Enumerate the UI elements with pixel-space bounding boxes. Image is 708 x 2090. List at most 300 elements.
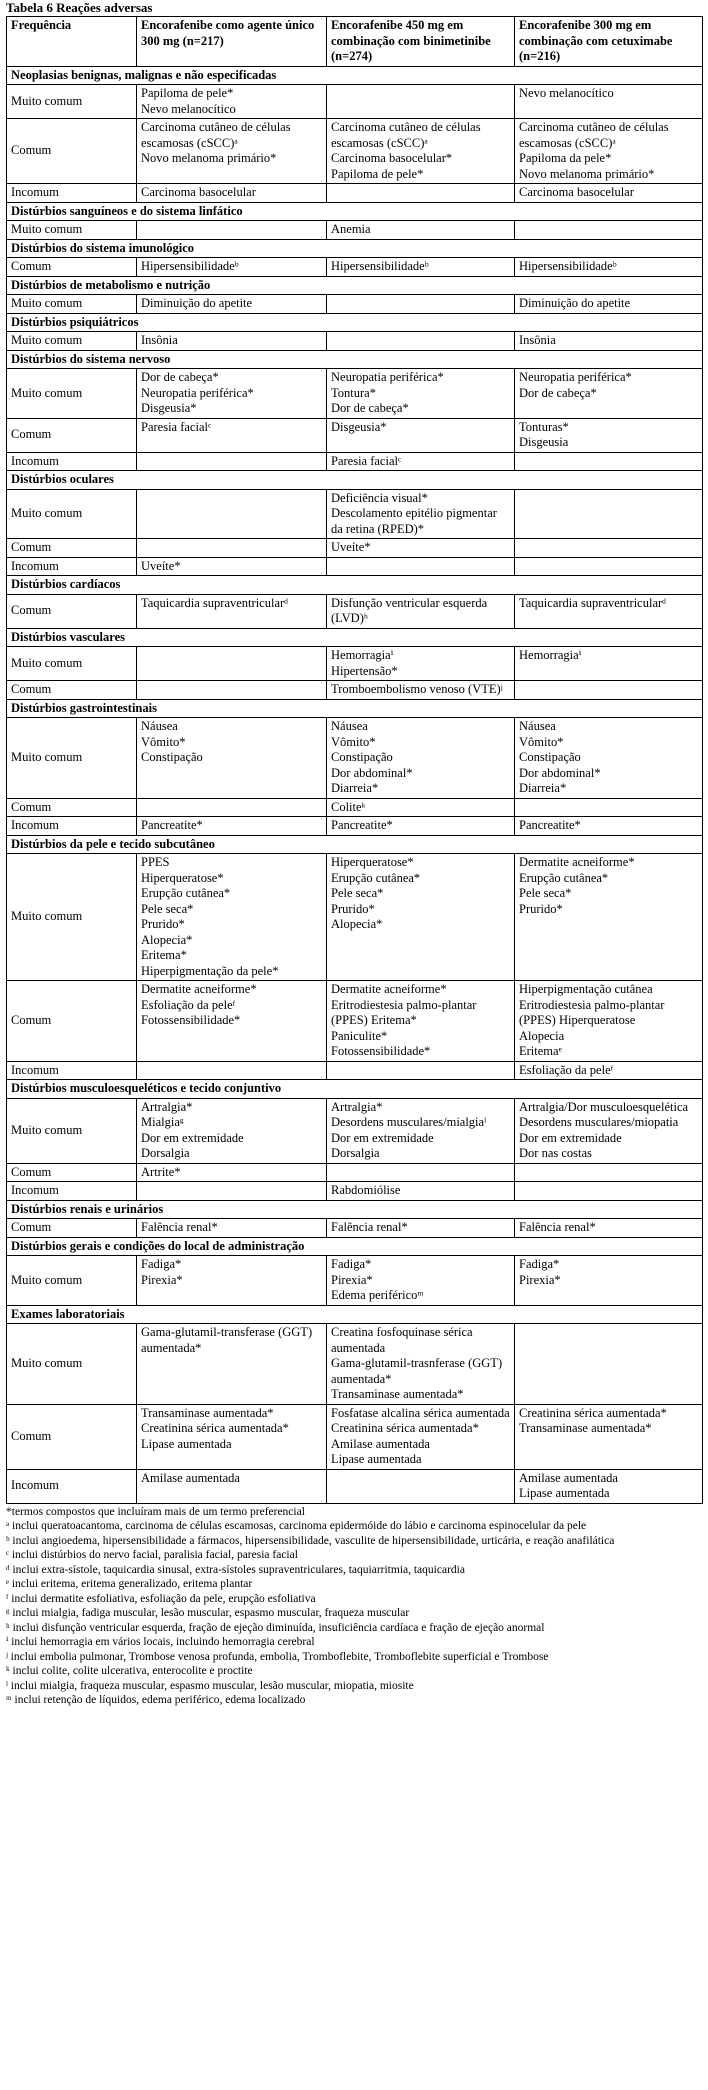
reaction-cell — [327, 332, 515, 351]
table-row — [7, 798, 703, 817]
reaction-cell — [137, 295, 327, 314]
reaction-item: Pele seca* — [331, 886, 384, 900]
reaction-item: Dor de cabeça* — [141, 370, 219, 384]
frequency-cell: Muito comum — [7, 1098, 137, 1163]
reaction-cell — [327, 1219, 515, 1238]
section-title: Distúrbios musculoesqueléticos e tecido conjuntivo — [7, 1080, 703, 1099]
frequency-cell: Comum — [7, 681, 137, 700]
reaction-item: Hiperpigmentação da pele* — [141, 963, 279, 978]
reaction-item: Paresia facialᶜ — [141, 419, 212, 434]
reaction-cell — [327, 258, 515, 277]
footnote: ᵇ inclui angioedema, hipersensibilidade a fármacos, hipersensibilidade, vasculite de hipersensibilidade, urticária, e reação anafilática — [6, 1534, 615, 1547]
reaction-item: Pirexia* — [331, 1272, 373, 1287]
reaction-cell — [515, 1219, 703, 1238]
footnote: ᵉ inclui eritema, eritema generalizado, eritema plantar — [6, 1578, 253, 1590]
reaction-cell — [515, 489, 703, 539]
reaction-cell — [515, 647, 703, 681]
reaction-cell — [137, 681, 327, 700]
section-title: Distúrbios gerais e condições do local de administração — [7, 1237, 703, 1256]
table-row — [7, 1163, 703, 1182]
reaction-cell — [515, 798, 703, 817]
reaction-item: Edema periféricoᵐ — [331, 1288, 424, 1302]
reaction-cell — [515, 1163, 703, 1182]
reaction-cell — [515, 854, 703, 981]
frequency-cell: Comum — [7, 418, 137, 452]
footnote: ᵈ inclui extra-sístole, taquicardia sinusal, extra-sístoles supraventriculares, taquiarritmia, taquicardia — [6, 1563, 465, 1576]
reaction-item: Lipase aumentada — [519, 1486, 610, 1500]
reaction-cell — [327, 557, 515, 576]
reaction-cell — [327, 418, 515, 452]
reaction-item: Disgeusia* — [141, 401, 197, 415]
reaction-cell — [515, 1256, 703, 1306]
reaction-item: Papiloma da pele* — [519, 151, 612, 165]
reaction-cell — [137, 452, 327, 471]
reaction-cell — [515, 557, 703, 576]
frequency-cell: Muito comum — [7, 854, 137, 981]
reaction-item: Carcinoma cutâneo de células escamosas (cSCC)ᵃ — [141, 120, 291, 150]
reaction-item: Papiloma de pele* — [331, 166, 424, 181]
reaction-item: Artrite* — [141, 1164, 181, 1179]
reaction-item: Dermatite acneiforme* — [141, 982, 257, 996]
reaction-item: Dor em extremidade — [519, 1130, 622, 1145]
reaction-item: Pirexia* — [519, 1272, 561, 1287]
reaction-cell — [515, 418, 703, 452]
reaction-cell — [515, 1404, 703, 1469]
reaction-item: Erupção cutânea* — [519, 870, 609, 885]
frequency-cell: Muito comum — [7, 718, 137, 799]
frequency-cell: Incomum — [7, 1469, 137, 1503]
table-row — [7, 681, 703, 700]
reaction-item: Diarreia* — [519, 781, 567, 795]
reaction-item: Novo melanoma primário* — [141, 151, 277, 165]
reaction-cell — [327, 1061, 515, 1080]
reaction-item: Insônia — [141, 333, 178, 347]
table-row — [7, 854, 703, 981]
reaction-item: Artralgia* — [331, 1099, 383, 1114]
table-row — [7, 1182, 703, 1201]
reaction-item: Esfoliação da peleᶠ — [519, 1062, 614, 1077]
reaction-item: Novo melanoma primário* — [519, 166, 655, 181]
reaction-item: Diminuição do apetite — [141, 296, 253, 310]
frequency-cell: Muito comum — [7, 221, 137, 240]
reaction-item: Amilase aumentada — [141, 1470, 240, 1485]
reaction-cell — [137, 539, 327, 558]
reaction-cell — [327, 539, 515, 558]
reaction-item: Diminuição do apetite — [519, 296, 631, 310]
table-row — [7, 452, 703, 471]
section-row — [7, 699, 703, 718]
reaction-item: Eritrodiestesia palmo-plantar — [519, 997, 665, 1012]
header-cetuximab-combo: Encorafenibe 300 mg em combinação com cetuximabe (n=216) — [515, 17, 703, 67]
footnote: ᶜ inclui distúrbios do nervo facial, paralisia facial, paresia facial — [6, 1549, 298, 1561]
footnote: ᵃ inclui queratoacantoma, carcinoma de células escamosas, carcinoma epidermóide do lábio e carcinoma espinocelular da pele — [6, 1520, 587, 1532]
reaction-cell — [327, 854, 515, 981]
reaction-item: Alopecia* — [141, 932, 193, 947]
frequency-cell: Comum — [7, 1163, 137, 1182]
section-row — [7, 350, 703, 369]
reaction-cell — [137, 1256, 327, 1306]
table-row — [7, 258, 703, 277]
reaction-cell — [137, 1324, 327, 1405]
section-title: Distúrbios cardíacos — [7, 576, 703, 595]
reaction-item: Tromboembolismo venoso (VTE)ʲ — [331, 682, 503, 696]
reaction-cell — [137, 557, 327, 576]
reaction-item: Fosfatase alcalina sérica aumentada — [331, 1405, 510, 1420]
reaction-item: Desordens musculares/mialgiaˡ — [331, 1115, 487, 1129]
reaction-cell — [137, 369, 327, 419]
table-row — [7, 1404, 703, 1469]
reaction-item: Desordens musculares/miopatia — [519, 1115, 679, 1129]
reaction-cell — [515, 221, 703, 240]
reaction-cell — [137, 332, 327, 351]
reaction-cell — [327, 594, 515, 628]
section-row — [7, 239, 703, 258]
table-row — [7, 1219, 703, 1238]
table-row — [7, 817, 703, 836]
footnote: ᵏ inclui colite, colite ulcerativa, enterocolite e proctite — [6, 1665, 253, 1677]
reaction-item: Hipersensibilidadeᵇ — [141, 259, 239, 273]
reaction-item: Náusea — [519, 719, 556, 733]
reaction-item: Gama-glutamil-trasnferase (GGT) aumentada* — [331, 1356, 503, 1386]
reaction-cell — [327, 1324, 515, 1405]
reaction-item: Carcinoma cutâneo de células escamosas (cSCC)ᵃ — [331, 120, 481, 150]
section-title: Exames laboratoriais — [7, 1305, 703, 1324]
section-title: Distúrbios renais e urinários — [7, 1200, 703, 1219]
section-title: Distúrbios do sistema nervoso — [7, 350, 703, 369]
table-row — [7, 539, 703, 558]
reaction-item: Vômito* — [141, 734, 186, 749]
reaction-cell — [515, 1469, 703, 1503]
table-row — [7, 718, 703, 799]
reaction-item: Rabdomiólise — [331, 1183, 401, 1197]
reaction-item: PPES — [141, 855, 170, 869]
reaction-item: Mialgiaᵍ — [141, 1115, 184, 1129]
reaction-item: Fotossensibilidade* — [141, 1013, 241, 1027]
frequency-cell: Incomum — [7, 557, 137, 576]
frequency-cell: Incomum — [7, 452, 137, 471]
reaction-item: Náusea — [141, 719, 178, 733]
reaction-cell — [327, 1163, 515, 1182]
reaction-item: Náusea — [331, 719, 368, 733]
reaction-cell — [515, 539, 703, 558]
reaction-cell — [515, 981, 703, 1062]
reaction-cell — [515, 332, 703, 351]
reaction-item: Hiperqueratose* — [141, 870, 224, 885]
reaction-item: Insônia — [519, 333, 556, 347]
reaction-item: (PPES) Eritema* — [331, 1013, 417, 1027]
reaction-cell — [327, 221, 515, 240]
reaction-item: Dor em extremidade — [331, 1130, 434, 1145]
section-row — [7, 835, 703, 854]
reaction-cell — [137, 817, 327, 836]
reaction-cell — [515, 817, 703, 836]
reaction-item: Descolamento epitélio pigmentar da retina (RPED)* — [331, 506, 497, 536]
reaction-item: Uveíte* — [141, 558, 181, 573]
reaction-item: Eritrodiestesia palmo-plantar — [331, 997, 477, 1012]
reaction-cell — [515, 85, 703, 119]
document — [6, 0, 702, 1708]
reaction-cell — [515, 1061, 703, 1080]
frequency-cell: Muito comum — [7, 1324, 137, 1405]
section-row — [7, 576, 703, 595]
reaction-item: Pancreatite* — [519, 818, 581, 832]
table-row — [7, 1098, 703, 1163]
section-title: Distúrbios oculares — [7, 471, 703, 490]
reaction-cell — [137, 1061, 327, 1080]
reaction-cell — [327, 718, 515, 799]
reaction-cell — [137, 119, 327, 184]
reaction-cell — [137, 981, 327, 1062]
section-row — [7, 276, 703, 295]
reaction-item: Transaminase aumentada* — [141, 1405, 274, 1420]
table-row — [7, 1324, 703, 1405]
table-row — [7, 369, 703, 419]
section-title: Distúrbios vasculares — [7, 628, 703, 647]
table-row — [7, 594, 703, 628]
reaction-cell — [327, 85, 515, 119]
reaction-item: Fadiga* — [141, 1257, 182, 1271]
reaction-item: Carcinoma cutâneo de células escamosas (cSCC)ᵃ — [519, 120, 669, 150]
reaction-cell — [327, 369, 515, 419]
frequency-cell: Muito comum — [7, 332, 137, 351]
reaction-item: Hipertensão* — [331, 663, 398, 678]
reaction-cell — [137, 258, 327, 277]
section-title: Distúrbios psiquiátricos — [7, 313, 703, 332]
reaction-cell — [327, 1404, 515, 1469]
reaction-item: Paniculite* — [331, 1028, 388, 1043]
reaction-item: Lipase aumentada — [331, 1452, 422, 1466]
reaction-item: Prurido* — [519, 901, 563, 916]
reaction-item: (PPES) Hiperqueratose — [519, 1013, 636, 1027]
reaction-cell — [327, 295, 515, 314]
frequency-cell: Comum — [7, 594, 137, 628]
table-row — [7, 557, 703, 576]
reaction-item: Pancreatite* — [331, 818, 393, 832]
section-row — [7, 1305, 703, 1324]
section-row — [7, 1237, 703, 1256]
section-title: Distúrbios de metabolismo e nutrição — [7, 276, 703, 295]
reaction-item: Neuropatia periférica* — [331, 370, 444, 384]
section-row — [7, 471, 703, 490]
reaction-item: Alopecia — [519, 1028, 565, 1043]
reaction-item: Hiperqueratose* — [331, 855, 414, 869]
reaction-cell — [137, 854, 327, 981]
reaction-cell — [327, 184, 515, 203]
section-row — [7, 628, 703, 647]
reaction-cell — [515, 119, 703, 184]
reaction-item: Creatinina sérica aumentada* — [519, 1405, 667, 1420]
section-row — [7, 202, 703, 221]
reaction-item: Dor de cabeça* — [519, 385, 597, 400]
table-row — [7, 647, 703, 681]
reaction-cell — [137, 1404, 327, 1469]
reaction-cell — [137, 718, 327, 799]
reaction-item: Hemorragiaⁱ — [519, 648, 582, 662]
reaction-item: Constipação — [519, 750, 581, 764]
reaction-item: Fadiga* — [519, 1257, 560, 1271]
reaction-cell — [515, 1098, 703, 1163]
reaction-item: Dor abdominal* — [519, 765, 601, 780]
reaction-cell — [137, 1219, 327, 1238]
reaction-cell — [515, 1324, 703, 1405]
table-row — [7, 332, 703, 351]
reaction-item: Gama-glutamil-transferase (GGT) aumentada* — [141, 1325, 313, 1355]
frequency-cell: Comum — [7, 1219, 137, 1238]
reaction-item: Anemia — [331, 222, 371, 236]
reaction-cell — [515, 1182, 703, 1201]
reaction-item: Fotossensibilidade* — [331, 1044, 431, 1058]
reaction-item: Deficiência visual* — [331, 490, 428, 505]
reaction-cell — [137, 418, 327, 452]
reaction-item: Disfunção ventricular esquerda (LVD)ʰ — [331, 595, 488, 625]
table-row — [7, 221, 703, 240]
reaction-item: Nevo melanocítico — [519, 86, 614, 100]
table-row — [7, 489, 703, 539]
table-row — [7, 295, 703, 314]
reaction-item: Hipersensibilidadeᵇ — [331, 259, 429, 273]
adverse-reactions-table — [6, 16, 703, 1504]
section-title: Distúrbios do sistema imunológico — [7, 239, 703, 258]
reaction-cell — [327, 981, 515, 1062]
header-single-agent: Encorafenibe como agente único 300 mg (n=217) — [137, 17, 327, 67]
reaction-item: Vômito* — [331, 734, 376, 749]
frequency-cell: Muito comum — [7, 295, 137, 314]
reaction-item: Pirexia* — [141, 1272, 183, 1287]
section-row — [7, 1080, 703, 1099]
reaction-item: Disgeusia — [519, 435, 569, 449]
reaction-item: Coliteᵏ — [331, 799, 366, 814]
table-title: Tabela 6 Reações adversas — [6, 0, 153, 15]
section-row — [7, 313, 703, 332]
frequency-cell: Comum — [7, 119, 137, 184]
frequency-cell: Comum — [7, 1404, 137, 1469]
reaction-item: Constipação — [141, 750, 203, 764]
reaction-item: Pele seca* — [519, 886, 572, 900]
reaction-item: Nevo melanocítico — [141, 101, 236, 116]
frequency-cell: Muito comum — [7, 647, 137, 681]
frequency-cell: Comum — [7, 981, 137, 1062]
reaction-cell — [327, 1469, 515, 1503]
frequency-cell: Muito comum — [7, 85, 137, 119]
footnote: ᶠ inclui dermatite esfoliativa, esfoliação da pele, erupção esfoliativa — [6, 1592, 316, 1605]
reaction-cell — [137, 594, 327, 628]
frequency-cell: Incomum — [7, 817, 137, 836]
reaction-cell — [515, 369, 703, 419]
reaction-cell — [137, 184, 327, 203]
frequency-cell: Muito comum — [7, 1256, 137, 1306]
reaction-item: Fadiga* — [331, 1257, 372, 1271]
frequency-cell: Comum — [7, 798, 137, 817]
table-row — [7, 1256, 703, 1306]
table-row — [7, 1061, 703, 1080]
reaction-item: Eritemaᵉ — [519, 1044, 562, 1058]
reaction-item: Falência renal* — [331, 1220, 408, 1234]
reaction-cell — [515, 681, 703, 700]
reaction-item: Artralgia* — [141, 1099, 193, 1114]
frequency-cell: Comum — [7, 539, 137, 558]
reaction-item: Amilase aumentada — [519, 1470, 618, 1485]
footnote: ˡ inclui mialgia, fraqueza muscular, espasmo muscular, lesão muscular, miopatia, miosite — [6, 1679, 414, 1692]
table-row — [7, 184, 703, 203]
reaction-item: Dor nas costas — [519, 1146, 592, 1160]
table-row — [7, 119, 703, 184]
table-row — [7, 418, 703, 452]
reaction-item: Paresia facialᶜ — [331, 453, 402, 468]
reaction-item: Erupção cutânea* — [331, 870, 421, 885]
reaction-cell — [137, 489, 327, 539]
reaction-item: Papiloma de pele* — [141, 86, 234, 100]
reaction-item: Carcinoma basocelular — [519, 185, 634, 199]
reaction-item: Creatina fosfoquinase sérica aumentada — [331, 1325, 473, 1355]
reaction-item: Vômito* — [519, 734, 564, 749]
reaction-item: Taquicardia supraventricularᵈ — [141, 595, 289, 610]
reaction-item: Lipase aumentada — [141, 1436, 232, 1451]
header-binimetinib-combo: Encorafenibe 450 mg em combinação com binimetinibe (n=274) — [327, 17, 515, 67]
frequency-cell: Incomum — [7, 1182, 137, 1201]
reaction-cell — [137, 85, 327, 119]
footnote: ⁱ inclui hemorragia em vários locais, incluindo hemorragia cerebral — [6, 1636, 315, 1648]
reaction-item: Carcinoma basocelular* — [331, 151, 453, 165]
reaction-item: Amilase aumentada — [331, 1436, 430, 1451]
reaction-cell — [515, 184, 703, 203]
reaction-item: Carcinoma basocelular — [141, 185, 256, 199]
reaction-item: Pele seca* — [141, 901, 194, 916]
reaction-item: Dorsalgia — [331, 1146, 380, 1160]
reaction-cell — [137, 1098, 327, 1163]
footnote: ᵐ inclui retenção de líquidos, edema periférico, edema localizado — [6, 1694, 306, 1706]
reaction-cell — [515, 594, 703, 628]
reaction-item: Dor de cabeça* — [331, 401, 409, 415]
reaction-cell — [515, 258, 703, 277]
reaction-item: Prurido* — [141, 917, 185, 931]
reaction-cell — [327, 1098, 515, 1163]
table-row — [7, 981, 703, 1062]
reaction-item: Eritema* — [141, 948, 187, 962]
reaction-cell — [515, 295, 703, 314]
reaction-item: Dor abdominal* — [331, 765, 413, 780]
reaction-cell — [137, 1469, 327, 1503]
reaction-cell — [327, 817, 515, 836]
frequency-cell: Muito comum — [7, 489, 137, 539]
reaction-item: Artralgia/Dor musculoesquelética — [519, 1099, 689, 1114]
reaction-item: Neuropatia periférica* — [519, 370, 632, 384]
frequency-cell: Muito comum — [7, 369, 137, 419]
reaction-item: Transaminase aumentada* — [519, 1421, 652, 1435]
reaction-item: Disgeusia* — [331, 419, 387, 434]
reaction-cell — [327, 647, 515, 681]
reaction-item: Dorsalgia — [141, 1146, 190, 1160]
reaction-item: Transaminase aumentada* — [331, 1387, 464, 1401]
section-title: Distúrbios da pele e tecido subcutâneo — [7, 835, 703, 854]
reaction-item: Hipersensibilidadeᵇ — [519, 259, 617, 273]
frequency-cell: Incomum — [7, 184, 137, 203]
frequency-cell: Comum — [7, 258, 137, 277]
footnotes — [6, 1505, 702, 1708]
reaction-item: Dor em extremidade — [141, 1130, 244, 1145]
section-row — [7, 1200, 703, 1219]
footnote: ʲ inclui embolia pulmonar, Trombose venosa profunda, embolia, Tromboflebite, Tromboflebite superficial e Trombose — [6, 1650, 549, 1663]
section-row — [7, 66, 703, 85]
reaction-cell — [327, 1256, 515, 1306]
reaction-item: Falência renal* — [141, 1220, 218, 1234]
table-body — [7, 66, 703, 1503]
reaction-cell — [327, 489, 515, 539]
reaction-item: Tontura* — [331, 385, 376, 400]
reaction-cell — [327, 1182, 515, 1201]
reaction-cell — [137, 1182, 327, 1201]
footnote: ʰ inclui disfunção ventricular esquerda, fração de ejeção diminuída, insuficiência cardíaca e fração de ejeção anormal — [6, 1621, 545, 1634]
reaction-item: Tonturas* — [519, 419, 569, 434]
